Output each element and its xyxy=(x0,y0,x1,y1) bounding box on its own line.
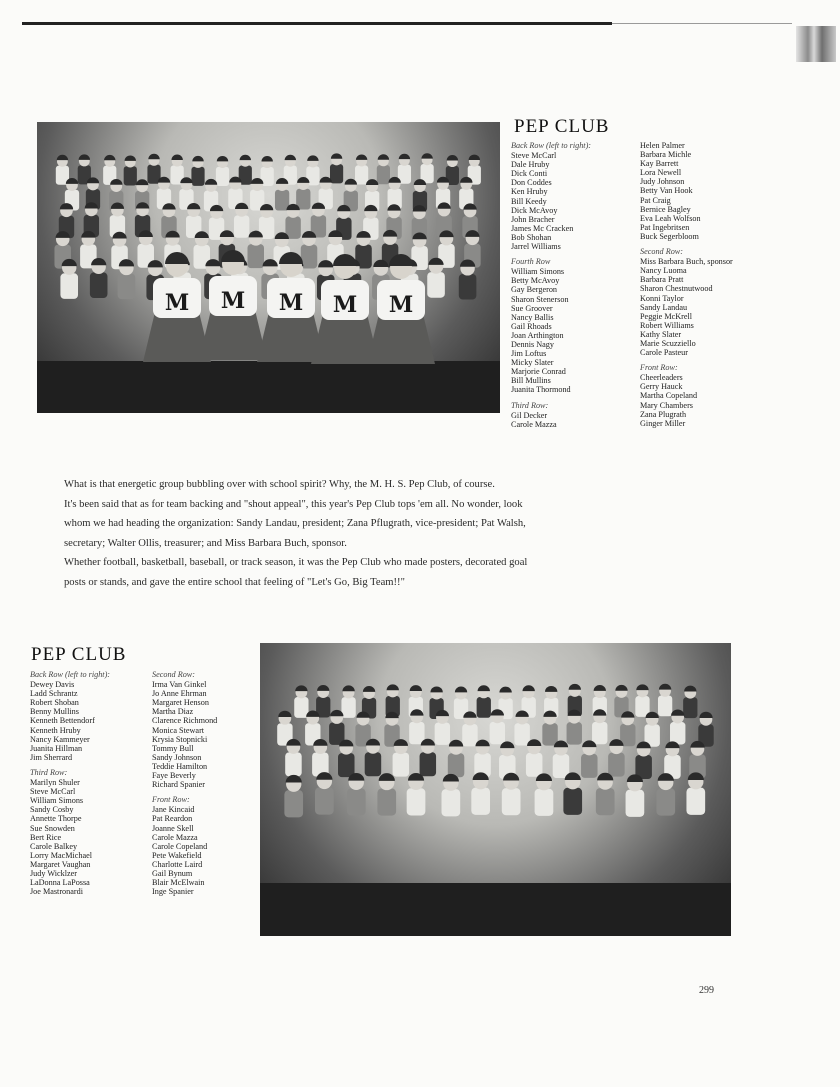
person-figure xyxy=(329,710,344,745)
member-name: Robert Shoban xyxy=(30,698,79,708)
member-name: Nancy Luoma xyxy=(640,266,687,276)
caption-line: posts or stands, and gave the entire school that feeling of "Let's Go, Big Team!!" xyxy=(64,576,405,588)
page-edge-strip xyxy=(796,26,836,62)
member-name: Juanita Hillman xyxy=(30,743,83,753)
person-figure xyxy=(60,259,78,299)
person-figure xyxy=(683,686,697,719)
caption-line: whom we had heading the organization: Sandy Landau, president; Zana Pflugrath, vice-president; Pat Walsh, xyxy=(64,518,526,529)
caption-line: What is that energetic group bubbling over with school spirit? Why, the M. H. S. Pep Club, of course. xyxy=(64,479,495,490)
person-figure xyxy=(355,155,368,185)
person-figure xyxy=(526,739,543,777)
member-name: Carole Pasteur xyxy=(640,348,688,358)
member-name: Marilyn Shuler xyxy=(30,778,80,788)
row-heading: Back Row (left to right): xyxy=(30,670,111,679)
member-name: Judy Johnson xyxy=(640,177,685,187)
sweater-letter: M xyxy=(164,290,190,316)
person-figure xyxy=(567,710,582,745)
person-figure xyxy=(502,773,521,816)
person-figure xyxy=(147,154,160,184)
person-figure xyxy=(514,711,529,746)
member-name: Bert Rice xyxy=(30,832,62,842)
person-figure xyxy=(56,155,69,185)
member-name: Pete Wakefield xyxy=(152,850,202,860)
row-heading: Back Row (left to right): xyxy=(511,141,592,150)
row-heading: Third Row: xyxy=(30,767,68,777)
caption-line: Whether football, basketball, baseball, or track season, it was the Pep Club who made posters, decorated goal xyxy=(64,557,528,568)
member-name: Eva Leah Wolfson xyxy=(640,213,701,223)
pep-club-photo-bottom xyxy=(260,643,731,936)
member-name: Mary Chambers xyxy=(640,400,693,410)
member-name: Dale Hruby xyxy=(511,160,550,170)
member-name: William Simons xyxy=(511,267,565,277)
person-figure xyxy=(330,153,343,183)
person-figure xyxy=(427,258,445,298)
name-list-top-col2 xyxy=(640,141,800,428)
row-heading: Third Row: xyxy=(511,400,549,410)
member-name: Joanne Skell xyxy=(152,823,194,833)
person-figure xyxy=(581,740,598,778)
person-figure xyxy=(341,685,355,717)
person-figure xyxy=(338,740,355,778)
person-figure xyxy=(347,773,366,816)
person-figure xyxy=(535,773,554,816)
person-figure xyxy=(698,712,713,747)
member-name: Faye Beverly xyxy=(152,771,196,781)
member-name: Cheerleaders xyxy=(640,373,683,383)
member-name: Kathy Slater xyxy=(640,329,682,339)
member-name: Konni Taylor xyxy=(640,293,684,303)
member-name: Ginger Miller xyxy=(640,418,686,428)
member-name: Lorry MacMichael xyxy=(30,850,93,860)
member-name: LaDonna LaPossa xyxy=(30,878,90,888)
person-figure xyxy=(365,739,382,777)
person-figure xyxy=(285,204,300,239)
member-name: Ladd Schrantz xyxy=(30,689,78,699)
member-name: Richard Spanier xyxy=(152,780,205,790)
person-figure xyxy=(656,773,675,816)
member-name: Kay Barrett xyxy=(640,159,679,169)
member-name: Nancy Ballis xyxy=(511,312,554,322)
member-name: Sharon Chestnutwood xyxy=(640,284,713,294)
member-name: Carole Mazza xyxy=(511,419,557,429)
member-name: Dewey Davis xyxy=(30,680,75,690)
person-figure xyxy=(635,741,652,779)
person-figure xyxy=(284,775,303,817)
sweater-letter: M xyxy=(388,292,414,318)
person-figure xyxy=(686,772,705,814)
person-figure xyxy=(301,231,318,269)
person-figure xyxy=(626,774,645,817)
person-figure xyxy=(644,712,659,747)
row-heading: Second Row: xyxy=(640,247,683,257)
member-name: Ken Hruby xyxy=(511,187,548,197)
member-name: James Mc Cracken xyxy=(511,223,574,233)
member-name: Monica Stewart xyxy=(152,725,205,735)
member-name: Helen Palmer xyxy=(640,141,685,150)
person-figure xyxy=(553,741,570,779)
person-figure xyxy=(285,739,302,777)
member-name: Sandy Cosby xyxy=(30,805,74,815)
member-name: Miss Barbara Buch, sponsor xyxy=(640,257,733,267)
group-figures-bottom xyxy=(260,643,731,936)
member-name: Martha Diaz xyxy=(152,707,194,717)
member-name: Gail Rhoads xyxy=(511,321,552,331)
row-heading: Fourth Row xyxy=(511,257,551,267)
member-name: Pat Reardon xyxy=(152,814,193,824)
member-name: Jim Loftus xyxy=(511,349,547,359)
caption-text xyxy=(64,475,714,592)
person-figure xyxy=(608,739,625,777)
member-name: Don Coddes xyxy=(511,178,552,188)
member-name: Marie Scuzziello xyxy=(640,338,696,348)
person-figure xyxy=(296,177,310,210)
member-name: Juanita Thormond xyxy=(511,385,571,395)
member-name: Bob Shohan xyxy=(511,232,552,242)
member-name: Peggie McKrell xyxy=(640,311,693,321)
person-figure xyxy=(118,259,136,299)
person-figure xyxy=(620,711,635,746)
person-figure xyxy=(409,709,424,744)
person-figure xyxy=(90,258,108,298)
member-name: Nancy Kammeyer xyxy=(30,734,90,744)
member-name: Micky Slater xyxy=(511,358,554,368)
group-figures-top xyxy=(37,122,500,413)
person-figure xyxy=(596,773,615,816)
section-title-top: PEP CLUB xyxy=(514,116,610,137)
member-name: Gay Bergeron xyxy=(511,285,558,295)
member-name: Clarence Richmond xyxy=(152,716,218,726)
member-name: Teddie Hamilton xyxy=(152,761,208,771)
member-name: Jarrel Williams xyxy=(511,242,561,252)
member-name: Judy Wicklzer xyxy=(30,868,78,878)
person-figure xyxy=(670,709,685,744)
pep-club-photo-top xyxy=(37,122,500,413)
person-figure xyxy=(471,772,490,814)
member-name: John Bracher xyxy=(511,214,555,224)
person-figure xyxy=(448,740,465,778)
person-figure xyxy=(490,709,505,744)
member-name: Bernice Bagley xyxy=(640,204,691,214)
person-figure xyxy=(462,711,477,746)
person-figure xyxy=(275,178,289,211)
person-figure xyxy=(294,685,308,718)
person-figure xyxy=(459,260,477,300)
person-figure xyxy=(377,773,396,816)
member-name: Inge Spanier xyxy=(152,887,194,897)
member-name: Pat Craig xyxy=(640,195,671,205)
member-name: Gerry Hauck xyxy=(640,382,683,392)
person-figure xyxy=(234,203,249,238)
member-name: Sue Snowden xyxy=(30,823,75,833)
member-name: Barbara Michle xyxy=(640,150,692,160)
member-name: Buck Segerbloom xyxy=(640,231,699,241)
person-figure xyxy=(477,685,491,718)
person-figure xyxy=(421,153,434,183)
member-name: Gil Decker xyxy=(511,410,548,420)
member-name: Kenneth Hruby xyxy=(30,725,81,735)
caption-line: It's been said that as for team backing and "shout appeal", this year's Pep Club tops 'em all. No wonder, look xyxy=(64,498,523,510)
person-figure xyxy=(124,155,137,185)
member-name: Martha Copeland xyxy=(640,391,698,401)
member-name: Krysia Stopnicki xyxy=(152,734,208,744)
row-heading: Second Row: xyxy=(152,670,195,679)
member-name: Annette Thorpe xyxy=(30,814,82,824)
member-name: Irma Van Ginkel xyxy=(152,680,207,690)
member-name: Tommy Bull xyxy=(152,743,194,753)
sweater-letter: M xyxy=(278,290,304,316)
person-figure xyxy=(542,711,557,746)
member-name: Zana Plugrath xyxy=(640,409,687,419)
row-heading: Front Row: xyxy=(640,363,678,373)
person-figure xyxy=(312,739,329,777)
person-figure xyxy=(658,684,672,717)
person-figure xyxy=(474,740,491,777)
member-name: Jim Sherrard xyxy=(30,752,73,762)
member-name: Betty Van Hook xyxy=(640,186,693,196)
member-name: William Simons xyxy=(30,796,84,806)
caption-line: secretary; Walter Ollis, treasurer; and Miss Barbara Buch, sponsor. xyxy=(64,537,347,549)
person-figure xyxy=(393,739,410,777)
top-rule xyxy=(22,22,612,25)
member-name: Carole Balkey xyxy=(30,841,78,851)
member-name: Carole Copeland xyxy=(152,841,208,851)
member-name: Betty McAvoy xyxy=(511,276,560,286)
member-name: Lora Newell xyxy=(640,168,682,178)
name-list-top-col1 xyxy=(511,141,635,429)
member-name: Marjorie Conrad xyxy=(511,367,566,377)
page-number: 299 xyxy=(699,985,714,996)
person-figure xyxy=(315,772,334,815)
person-figure xyxy=(442,774,461,816)
person-figure xyxy=(377,154,390,184)
person-figure xyxy=(216,156,229,186)
person-figure xyxy=(635,684,649,717)
top-rule-fade xyxy=(612,23,792,24)
person-figure xyxy=(592,709,607,744)
person-figure xyxy=(398,154,411,184)
member-name: Sandy Landau xyxy=(640,302,688,312)
member-name: Bill Keedy xyxy=(511,196,547,206)
row-heading: Front Row: xyxy=(152,795,190,805)
member-name: Jo Anne Ehrman xyxy=(152,689,207,699)
member-name: Benny Mullins xyxy=(30,707,79,717)
person-figure xyxy=(407,773,426,816)
section-title-bottom: PEP CLUB xyxy=(31,644,127,665)
member-name: Bill Mullins xyxy=(511,376,551,386)
sweater-letter: M xyxy=(220,288,246,314)
member-name: Joe Mastronardi xyxy=(30,887,83,897)
member-name: Jane Kincaid xyxy=(152,805,195,815)
member-name: Robert Williams xyxy=(640,320,694,330)
member-name: Dick McAvoy xyxy=(511,205,558,215)
member-name: Steve McCarl xyxy=(30,787,76,797)
member-name: Charlotte Laird xyxy=(152,859,203,869)
person-figure xyxy=(316,685,330,718)
member-name: Margaret Vaughan xyxy=(30,859,91,869)
member-name: Sue Groover xyxy=(511,303,553,313)
member-name: Blair McElwain xyxy=(152,878,205,888)
person-figure xyxy=(191,156,204,186)
person-figure xyxy=(247,231,264,269)
member-name: Sharon Stenerson xyxy=(511,294,569,304)
member-name: Barbara Pratt xyxy=(640,275,684,285)
member-name: Steve McCarl xyxy=(511,151,557,161)
name-list-bottom-col2 xyxy=(152,670,258,896)
person-figure xyxy=(420,739,437,777)
member-name: Margaret Henson xyxy=(152,698,209,708)
name-list-bottom-col1 xyxy=(30,670,148,896)
person-figure xyxy=(563,772,582,815)
member-name: Carole Mazza xyxy=(152,832,198,842)
person-figure xyxy=(435,710,450,745)
member-name: Sandy Johnson xyxy=(152,752,202,762)
member-name: Dick Conti xyxy=(511,169,548,179)
sweater-letter: M xyxy=(332,292,358,318)
member-name: Gail Bynum xyxy=(152,868,193,878)
member-name: Joan Arthington xyxy=(511,330,564,340)
member-name: Kenneth Bettendorf xyxy=(30,716,95,726)
member-name: Pat Ingebritsen xyxy=(640,222,690,232)
member-name: Dennis Nagy xyxy=(511,339,554,349)
